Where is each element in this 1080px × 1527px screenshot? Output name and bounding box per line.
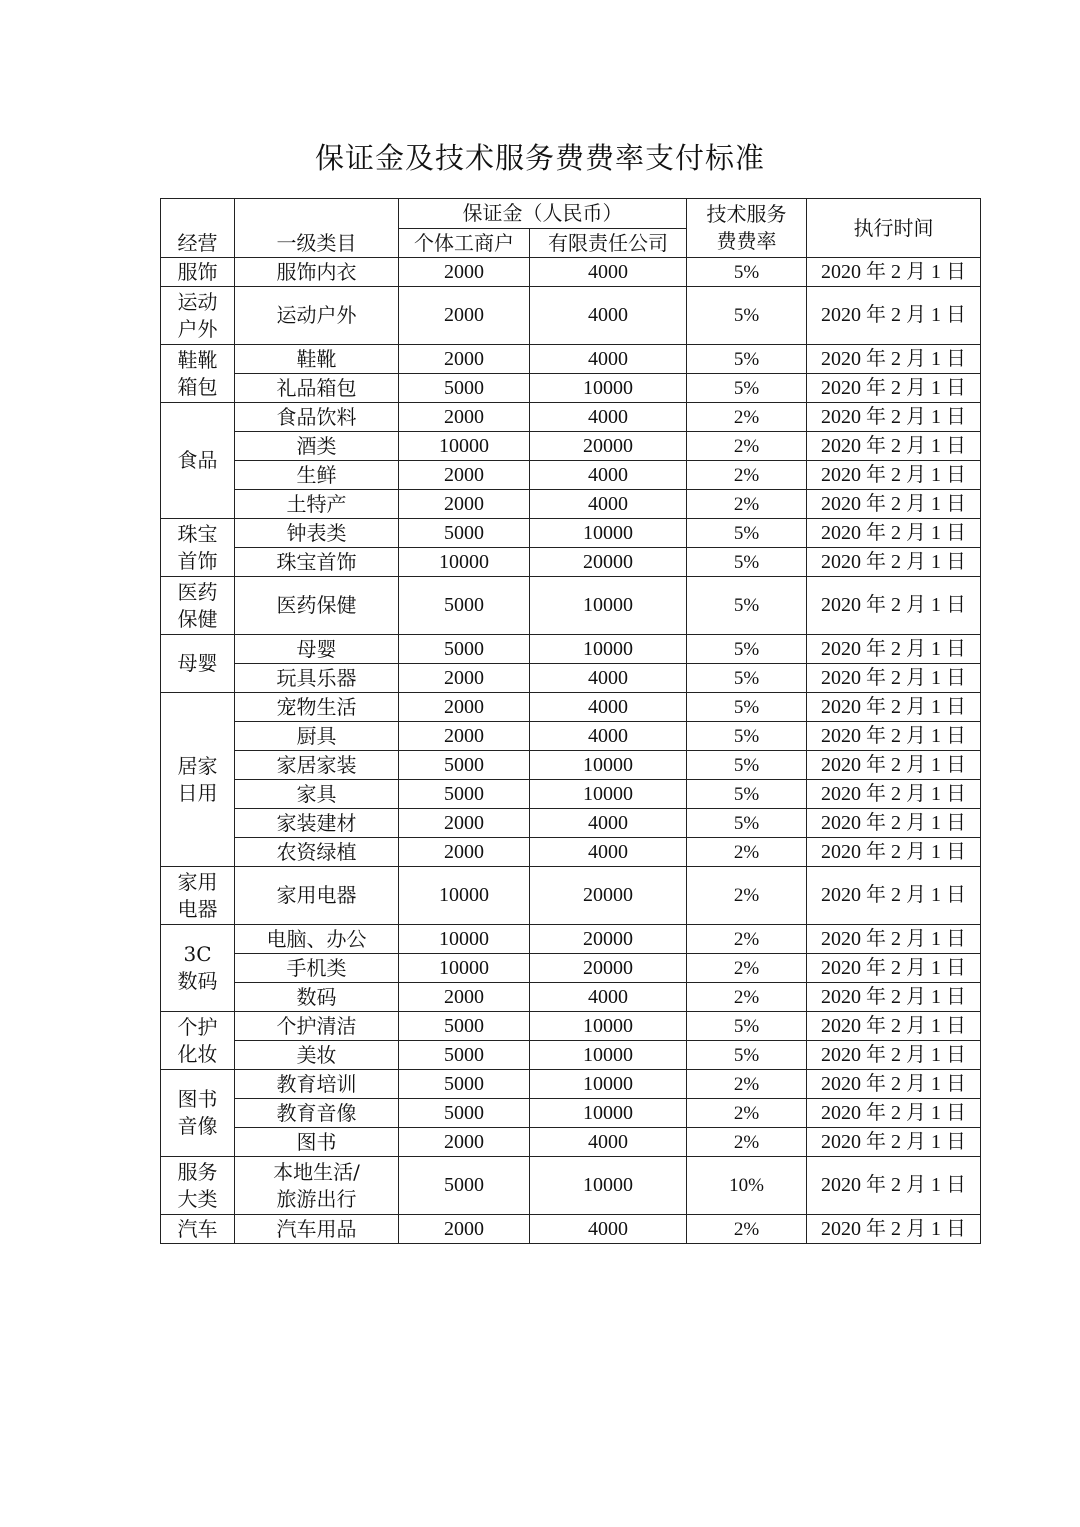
effective-date-cell: 2020 年 2 月 1 日	[807, 1099, 981, 1128]
table-row	[161, 1128, 981, 1157]
effective-date-cell: 2020 年 2 月 1 日	[807, 635, 981, 664]
deposit-company-cell: 10000	[530, 780, 687, 809]
table-row	[161, 664, 981, 693]
category-cell: 个护清洁	[235, 1012, 399, 1041]
fee-rate-cell: 2%	[687, 954, 807, 983]
fee-rate-cell: 2%	[687, 1099, 807, 1128]
business-group-cell: 服务 大类	[161, 1157, 235, 1215]
deposit-company-cell: 10000	[530, 1099, 687, 1128]
table-row	[161, 548, 981, 577]
effective-date-cell: 2020 年 2 月 1 日	[807, 1041, 981, 1070]
table-row	[161, 722, 981, 751]
deposit-company-cell: 10000	[530, 1157, 687, 1215]
category-cell: 家装建材	[235, 809, 399, 838]
page-title: 保证金及技术服务费费率支付标准	[314, 141, 765, 175]
table-row	[161, 635, 981, 664]
table-row	[161, 1070, 981, 1099]
table-row	[161, 838, 981, 867]
fee-rate-cell: 2%	[687, 925, 807, 954]
business-group-cell: 医药 保健	[161, 577, 235, 635]
fee-rate-cell: 2%	[687, 490, 807, 519]
deposit-company-cell: 4000	[530, 403, 687, 432]
fee-rate-cell: 5%	[687, 635, 807, 664]
table-row	[161, 1157, 981, 1215]
fee-rate-cell: 5%	[687, 722, 807, 751]
category-cell: 土特产	[235, 490, 399, 519]
effective-date-cell: 2020 年 2 月 1 日	[807, 664, 981, 693]
deposit-company-cell: 10000	[530, 751, 687, 780]
table-row	[161, 954, 981, 983]
effective-date-cell: 2020 年 2 月 1 日	[807, 577, 981, 635]
category-cell: 家具	[235, 780, 399, 809]
business-group-cell: 家用 电器	[161, 867, 235, 925]
deposit-individual-cell: 10000	[399, 954, 530, 983]
deposit-individual-cell: 2000	[399, 461, 530, 490]
header-row-1	[161, 199, 981, 229]
effective-date-cell: 2020 年 2 月 1 日	[807, 490, 981, 519]
header-fee-rate-line1: 技术服务	[706, 202, 787, 226]
deposit-company-cell: 4000	[530, 693, 687, 722]
deposit-individual-cell: 2000	[399, 722, 530, 751]
table-row	[161, 1012, 981, 1041]
deposit-company-cell: 10000	[530, 374, 687, 403]
effective-date-cell: 2020 年 2 月 1 日	[807, 1215, 981, 1244]
deposit-company-cell: 4000	[530, 838, 687, 867]
category-cell: 农资绿植	[235, 838, 399, 867]
fee-rate-cell: 5%	[687, 258, 807, 287]
deposit-company-cell: 20000	[530, 432, 687, 461]
effective-date-cell: 2020 年 2 月 1 日	[807, 867, 981, 925]
fee-rate-cell: 2%	[687, 1215, 807, 1244]
business-group-cell: 个护 化妆	[161, 1012, 235, 1070]
category-cell: 玩具乐器	[235, 664, 399, 693]
deposit-company-cell: 20000	[530, 867, 687, 925]
header-fee-rate	[687, 199, 807, 258]
table-row	[161, 490, 981, 519]
fee-rate-cell: 5%	[687, 1012, 807, 1041]
deposit-individual-cell: 5000	[399, 1157, 530, 1215]
category-cell: 电脑、办公	[235, 925, 399, 954]
deposit-company-cell: 20000	[530, 925, 687, 954]
table-body	[161, 258, 981, 1244]
header-business: 经营	[161, 199, 235, 258]
table-row	[161, 432, 981, 461]
header-company: 有限责任公司	[530, 229, 687, 258]
business-group-cell: 母婴	[161, 635, 235, 693]
fee-rate-cell: 2%	[687, 461, 807, 490]
fee-rate-cell: 2%	[687, 838, 807, 867]
category-cell: 汽车用品	[235, 1215, 399, 1244]
effective-date-cell: 2020 年 2 月 1 日	[807, 693, 981, 722]
fee-rate-cell: 5%	[687, 345, 807, 374]
effective-date-cell: 2020 年 2 月 1 日	[807, 925, 981, 954]
table-row	[161, 258, 981, 287]
deposit-company-cell: 4000	[530, 461, 687, 490]
deposit-company-cell: 4000	[530, 1215, 687, 1244]
deposit-individual-cell: 10000	[399, 432, 530, 461]
fee-rate-cell: 5%	[687, 548, 807, 577]
table-row	[161, 345, 981, 374]
deposit-company-cell: 4000	[530, 258, 687, 287]
table-row	[161, 925, 981, 954]
effective-date-cell: 2020 年 2 月 1 日	[807, 519, 981, 548]
fee-rate-cell: 10%	[687, 1157, 807, 1215]
deposit-individual-cell: 2000	[399, 838, 530, 867]
deposit-individual-cell: 5000	[399, 635, 530, 664]
fee-rate-cell: 5%	[687, 287, 807, 345]
effective-date-cell: 2020 年 2 月 1 日	[807, 809, 981, 838]
effective-date-cell: 2020 年 2 月 1 日	[807, 751, 981, 780]
deposit-individual-cell: 2000	[399, 693, 530, 722]
deposit-individual-cell: 10000	[399, 925, 530, 954]
deposit-individual-cell: 2000	[399, 345, 530, 374]
category-cell: 厨具	[235, 722, 399, 751]
category-cell: 鞋靴	[235, 345, 399, 374]
category-cell: 礼品箱包	[235, 374, 399, 403]
category-cell: 家居家装	[235, 751, 399, 780]
table-row	[161, 461, 981, 490]
table-row	[161, 809, 981, 838]
category-cell: 食品饮料	[235, 403, 399, 432]
deposit-company-cell: 4000	[530, 983, 687, 1012]
table-row	[161, 867, 981, 925]
category-cell: 生鲜	[235, 461, 399, 490]
deposit-individual-cell: 2000	[399, 1215, 530, 1244]
deposit-individual-cell: 2000	[399, 1128, 530, 1157]
fee-rate-cell: 5%	[687, 577, 807, 635]
category-cell: 教育音像	[235, 1099, 399, 1128]
fee-rate-cell: 2%	[687, 1070, 807, 1099]
header-fee-rate-line2: 费费率	[716, 229, 777, 253]
header-individual: 个体工商户	[399, 229, 530, 258]
fee-rate-cell: 2%	[687, 403, 807, 432]
category-cell: 数码	[235, 983, 399, 1012]
header-deposit-group: 保证金（人民币）	[399, 199, 687, 229]
deposit-individual-cell: 5000	[399, 1070, 530, 1099]
table-row	[161, 983, 981, 1012]
deposit-company-cell: 10000	[530, 1012, 687, 1041]
table-row	[161, 374, 981, 403]
category-cell: 本地生活/ 旅游出行	[235, 1157, 399, 1215]
fee-rate-cell: 5%	[687, 664, 807, 693]
category-cell: 酒类	[235, 432, 399, 461]
business-group-cell: 鞋靴 箱包	[161, 345, 235, 403]
effective-date-cell: 2020 年 2 月 1 日	[807, 403, 981, 432]
effective-date-cell: 2020 年 2 月 1 日	[807, 287, 981, 345]
effective-date-cell: 2020 年 2 月 1 日	[807, 374, 981, 403]
business-group-cell: 图书 音像	[161, 1070, 235, 1157]
fee-rate-cell: 2%	[687, 867, 807, 925]
category-cell: 珠宝首饰	[235, 548, 399, 577]
deposit-individual-cell: 5000	[399, 1041, 530, 1070]
header-category: 一级类目	[235, 199, 399, 258]
deposit-individual-cell: 2000	[399, 664, 530, 693]
deposit-individual-cell: 5000	[399, 1012, 530, 1041]
effective-date-cell: 2020 年 2 月 1 日	[807, 432, 981, 461]
fee-standard-table	[160, 198, 981, 1244]
deposit-company-cell: 20000	[530, 548, 687, 577]
category-cell: 服饰内衣	[235, 258, 399, 287]
category-cell: 美妆	[235, 1041, 399, 1070]
deposit-company-cell: 4000	[530, 809, 687, 838]
effective-date-cell: 2020 年 2 月 1 日	[807, 780, 981, 809]
deposit-company-cell: 4000	[530, 345, 687, 374]
deposit-individual-cell: 2000	[399, 983, 530, 1012]
effective-date-cell: 2020 年 2 月 1 日	[807, 345, 981, 374]
table-row	[161, 287, 981, 345]
deposit-individual-cell: 5000	[399, 374, 530, 403]
table-row	[161, 1041, 981, 1070]
deposit-company-cell: 4000	[530, 287, 687, 345]
deposit-individual-cell: 5000	[399, 751, 530, 780]
fee-rate-cell: 5%	[687, 809, 807, 838]
effective-date-cell: 2020 年 2 月 1 日	[807, 461, 981, 490]
deposit-individual-cell: 2000	[399, 490, 530, 519]
table-row	[161, 1215, 981, 1244]
deposit-company-cell: 20000	[530, 954, 687, 983]
effective-date-cell: 2020 年 2 月 1 日	[807, 954, 981, 983]
deposit-company-cell: 4000	[530, 664, 687, 693]
effective-date-cell: 2020 年 2 月 1 日	[807, 258, 981, 287]
deposit-company-cell: 10000	[530, 577, 687, 635]
effective-date-cell: 2020 年 2 月 1 日	[807, 838, 981, 867]
deposit-individual-cell: 10000	[399, 867, 530, 925]
category-cell: 运动户外	[235, 287, 399, 345]
category-cell: 医药保健	[235, 577, 399, 635]
category-cell: 图书	[235, 1128, 399, 1157]
deposit-company-cell: 4000	[530, 722, 687, 751]
business-group-cell: 运动 户外	[161, 287, 235, 345]
effective-date-cell: 2020 年 2 月 1 日	[807, 1128, 981, 1157]
table-row	[161, 751, 981, 780]
deposit-individual-cell: 5000	[399, 1099, 530, 1128]
table-row	[161, 693, 981, 722]
deposit-individual-cell: 2000	[399, 809, 530, 838]
effective-date-cell: 2020 年 2 月 1 日	[807, 548, 981, 577]
table-row	[161, 519, 981, 548]
fee-rate-cell: 5%	[687, 693, 807, 722]
fee-rate-cell: 5%	[687, 374, 807, 403]
fee-rate-cell: 2%	[687, 1128, 807, 1157]
deposit-individual-cell: 10000	[399, 548, 530, 577]
header-effective-date: 执行时间	[807, 199, 981, 258]
deposit-company-cell: 4000	[530, 490, 687, 519]
effective-date-cell: 2020 年 2 月 1 日	[807, 1157, 981, 1215]
deposit-individual-cell: 2000	[399, 287, 530, 345]
business-group-cell: 珠宝 首饰	[161, 519, 235, 577]
business-group-cell: 居家 日用	[161, 693, 235, 867]
category-cell: 宠物生活	[235, 693, 399, 722]
category-cell: 手机类	[235, 954, 399, 983]
table-row	[161, 780, 981, 809]
deposit-individual-cell: 5000	[399, 577, 530, 635]
deposit-company-cell: 10000	[530, 1070, 687, 1099]
category-cell: 教育培训	[235, 1070, 399, 1099]
category-cell: 家用电器	[235, 867, 399, 925]
deposit-company-cell: 10000	[530, 635, 687, 664]
deposit-individual-cell: 5000	[399, 519, 530, 548]
table-row	[161, 403, 981, 432]
effective-date-cell: 2020 年 2 月 1 日	[807, 1070, 981, 1099]
deposit-individual-cell: 2000	[399, 403, 530, 432]
deposit-company-cell: 4000	[530, 1128, 687, 1157]
deposit-company-cell: 10000	[530, 519, 687, 548]
fee-rate-cell: 5%	[687, 519, 807, 548]
fee-rate-cell: 2%	[687, 983, 807, 1012]
fee-rate-cell: 2%	[687, 432, 807, 461]
business-group-cell: 食品	[161, 403, 235, 519]
business-group-cell: 服饰	[161, 258, 235, 287]
fee-rate-cell: 5%	[687, 1041, 807, 1070]
effective-date-cell: 2020 年 2 月 1 日	[807, 1012, 981, 1041]
category-cell: 母婴	[235, 635, 399, 664]
fee-rate-cell: 5%	[687, 780, 807, 809]
category-cell: 钟表类	[235, 519, 399, 548]
fee-rate-cell: 5%	[687, 751, 807, 780]
deposit-company-cell: 10000	[530, 1041, 687, 1070]
table-row	[161, 577, 981, 635]
deposit-individual-cell: 5000	[399, 780, 530, 809]
deposit-individual-cell: 2000	[399, 258, 530, 287]
effective-date-cell: 2020 年 2 月 1 日	[807, 983, 981, 1012]
table-row	[161, 1099, 981, 1128]
business-group-cell: 汽车	[161, 1215, 235, 1244]
business-group-cell: 3C 数码	[161, 925, 235, 1012]
effective-date-cell: 2020 年 2 月 1 日	[807, 722, 981, 751]
